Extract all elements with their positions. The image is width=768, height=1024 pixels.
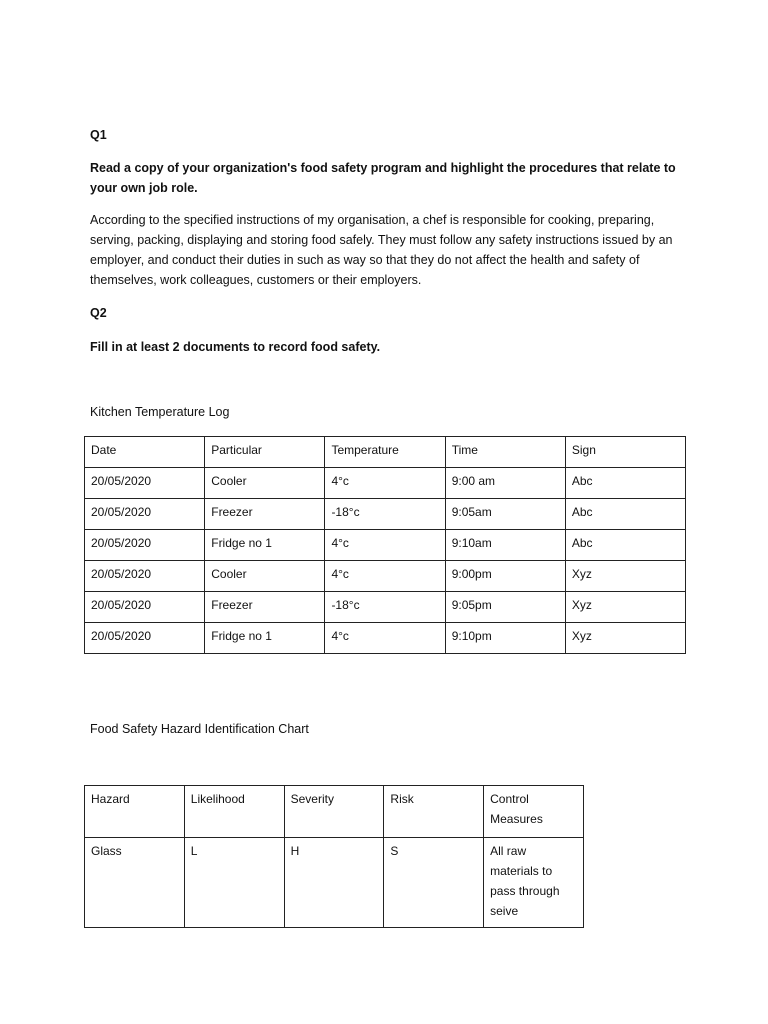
time-cell: 9:05pm <box>445 592 565 623</box>
date-cell: 20/05/2020 <box>85 530 205 561</box>
header-cell: Likelihood <box>184 786 284 838</box>
sign-cell: Abc <box>565 499 685 530</box>
header-cell: Risk <box>384 786 484 838</box>
temperature-log-table <box>84 436 686 654</box>
table-header-row <box>85 786 584 838</box>
date-cell: 20/05/2020 <box>85 592 205 623</box>
time-cell: 9:10pm <box>445 623 565 654</box>
likelihood-cell: L <box>184 838 284 928</box>
date-cell: 20/05/2020 <box>85 623 205 654</box>
header-cell: Particular <box>205 437 325 468</box>
time-cell: 9:05am <box>445 499 565 530</box>
date-cell: 20/05/2020 <box>85 499 205 530</box>
table-row <box>85 499 686 530</box>
temperature-cell: 4°c <box>325 561 445 592</box>
q1-answer: According to the specified instructions of my organisation, a chef is responsible for cooking, preparing, serving, packing, displaying and storing food safely. They must follow any safety instructions issued by an employer, and conduct their duties in such as way so that they do not affect the health and safety of themselves, work colleagues, customers or their employers. <box>90 213 673 287</box>
temperature-log-title: Kitchen Temperature Log <box>90 405 230 419</box>
temperature-cell: 4°c <box>325 623 445 654</box>
hazard-cell: Glass <box>85 838 185 928</box>
header-cell: Control Measures <box>484 786 584 838</box>
table-row <box>85 623 686 654</box>
hazard-chart-table <box>84 785 584 928</box>
header-cell: Hazard <box>85 786 185 838</box>
date-cell: 20/05/2020 <box>85 561 205 592</box>
time-cell: 9:10am <box>445 530 565 561</box>
hazard-chart-title: Food Safety Hazard Identification Chart <box>90 722 309 736</box>
header-cell: Severity <box>284 786 384 838</box>
time-cell: 9:00pm <box>445 561 565 592</box>
header-cell: Time <box>445 437 565 468</box>
particular-cell: Fridge no 1 <box>205 623 325 654</box>
table-row <box>85 468 686 499</box>
particular-cell: Fridge no 1 <box>205 530 325 561</box>
control-measures-cell: All raw materials to pass through seive <box>484 838 584 928</box>
sign-cell: Abc <box>565 468 685 499</box>
table-row <box>85 561 686 592</box>
header-cell: Date <box>85 437 205 468</box>
sign-cell: Xyz <box>565 623 685 654</box>
table-row <box>85 592 686 623</box>
severity-cell: H <box>284 838 384 928</box>
sign-cell: Xyz <box>565 561 685 592</box>
particular-cell: Cooler <box>205 561 325 592</box>
particular-cell: Freezer <box>205 592 325 623</box>
particular-cell: Freezer <box>205 499 325 530</box>
table-row <box>85 838 584 928</box>
temperature-cell: -18°c <box>325 592 445 623</box>
table-row <box>85 530 686 561</box>
sign-cell: Xyz <box>565 592 685 623</box>
q1-label: Q1 <box>90 128 107 142</box>
particular-cell: Cooler <box>205 468 325 499</box>
header-cell: Temperature <box>325 437 445 468</box>
temperature-cell: 4°c <box>325 530 445 561</box>
temperature-cell: 4°c <box>325 468 445 499</box>
time-cell: 9:00 am <box>445 468 565 499</box>
sign-cell: Abc <box>565 530 685 561</box>
header-cell: Sign <box>565 437 685 468</box>
temperature-cell: -18°c <box>325 499 445 530</box>
q1-question: Read a copy of your organization's food safety program and highlight the procedures that relate to your own job role. <box>90 161 676 195</box>
table-header-row <box>85 437 686 468</box>
date-cell: 20/05/2020 <box>85 468 205 499</box>
risk-cell: S <box>384 838 484 928</box>
q2-label: Q2 <box>90 306 107 320</box>
q2-question: Fill in at least 2 documents to record food safety. <box>90 340 381 354</box>
